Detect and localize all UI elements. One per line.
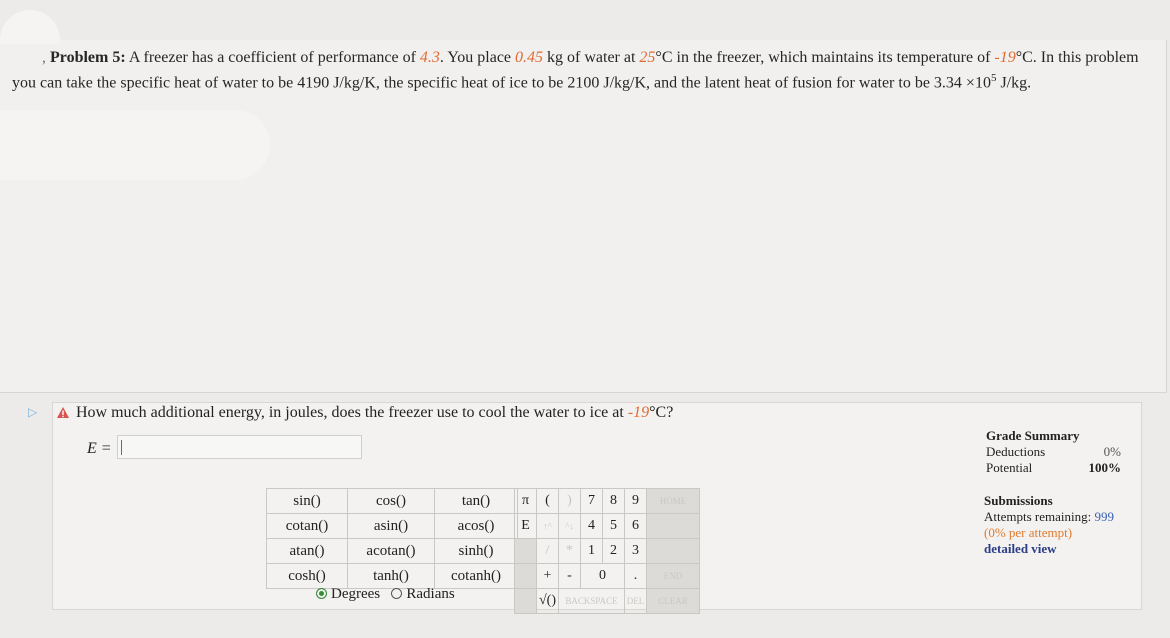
acotan-button[interactable]: acotan()	[348, 539, 435, 564]
open-paren-key[interactable]: (	[537, 489, 559, 514]
degrees-radio[interactable]	[316, 588, 327, 599]
decimal-key[interactable]: .	[625, 564, 647, 589]
question-temp: -19	[627, 404, 650, 421]
multiply-key[interactable]: *	[559, 539, 581, 564]
right-arrow-key[interactable]	[647, 514, 700, 539]
close-paren-key[interactable]: )	[559, 489, 581, 514]
digit-2-key[interactable]: 2	[603, 539, 625, 564]
potential-value: 100%	[1088, 460, 1121, 475]
digit-3-key[interactable]: 3	[625, 539, 647, 564]
e-key[interactable]: E	[515, 514, 537, 539]
sinh-button[interactable]: sinh()	[435, 539, 518, 564]
acos-button[interactable]: acos()	[435, 514, 518, 539]
digit-9-key[interactable]: 9	[625, 489, 647, 514]
home-key[interactable]: HOME	[647, 489, 700, 514]
cos-button[interactable]: cos()	[348, 489, 435, 514]
warning-icon	[56, 406, 70, 419]
text-caret	[121, 440, 122, 455]
question-text: How much additional energy, in joules, does the freezer use to cool the water to ice at -19°C?	[76, 404, 674, 421]
submissions-title: Submissions	[984, 493, 1053, 508]
submissions-panel: Submissions Attempts remaining: 999 (0% per attempt) detailed view	[984, 493, 1114, 556]
tan-button[interactable]: tan()	[435, 489, 518, 514]
deductions-value: 0%	[1103, 444, 1121, 459]
backspace-key[interactable]: BACKSPACE	[559, 589, 625, 614]
end-key[interactable]: END	[647, 564, 700, 589]
cop-value: 4.3	[419, 49, 440, 66]
answer-input[interactable]	[117, 435, 362, 459]
digit-1-key[interactable]: 1	[581, 539, 603, 564]
digit-0-key[interactable]: 0	[581, 564, 625, 589]
down-caret-key[interactable]: ^↓	[559, 514, 581, 539]
atan-button[interactable]: atan()	[267, 539, 348, 564]
pi-key[interactable]: π	[515, 489, 537, 514]
asin-button[interactable]: asin()	[348, 514, 435, 539]
cosh-button[interactable]: cosh()	[267, 564, 348, 589]
cotan-button[interactable]: cotan()	[267, 514, 348, 539]
left-arrow-key[interactable]	[647, 539, 700, 564]
sqrt-key[interactable]: √()	[537, 589, 559, 614]
cotanh-button[interactable]: cotanh()	[435, 564, 518, 589]
up-caret-key[interactable]: ↑^	[537, 514, 559, 539]
per-attempt: (0% per attempt)	[984, 525, 1073, 540]
problem-statement: , Problem 5: A freezer has a coefficient of performance of 4.3. You place 0.45 kg of water at 25°C in the freezer, which maintains its temperature of -19°C. In this problem you can take the specific heat of water to be 4190 J/kg/K, the specific heat of ice to be 2100 J/kg/K, and the latent heat of fusion for water to be $3.34 \times 10^5$ J/kg.	[12, 49, 1139, 92]
problem-number: Problem 5:	[50, 49, 126, 66]
sin-button[interactable]: sin()	[267, 489, 348, 514]
grade-summary-title: Grade Summary	[986, 428, 1080, 443]
function-palette	[266, 488, 518, 589]
radians-label: Radians	[406, 586, 455, 602]
digit-6-key[interactable]: 6	[625, 514, 647, 539]
plus-key[interactable]: +	[537, 564, 559, 589]
digit-8-key[interactable]: 8	[603, 489, 625, 514]
attempts-remaining: 999	[1094, 509, 1114, 524]
clear-key[interactable]: CLEAR	[647, 589, 700, 614]
keypad	[514, 488, 700, 614]
minus-key[interactable]: -	[559, 564, 581, 589]
play-icon[interactable]: ▷	[28, 405, 38, 419]
digit-4-key[interactable]: 4	[581, 514, 603, 539]
divide-key[interactable]: /	[537, 539, 559, 564]
freezer-temp-value: -19	[994, 49, 1016, 66]
tanh-button[interactable]: tanh()	[348, 564, 435, 589]
digit-7-key[interactable]: 7	[581, 489, 603, 514]
grade-summary: Grade Summary Deductions 0% Potential 100%	[986, 428, 1121, 475]
detailed-view-link[interactable]: detailed view	[984, 541, 1057, 556]
digit-5-key[interactable]: 5	[603, 514, 625, 539]
del-key[interactable]: DEL	[625, 589, 647, 614]
radians-radio[interactable]	[391, 588, 402, 599]
initial-temp-value: 25	[639, 49, 656, 66]
answer-label: E =	[87, 440, 112, 457]
angle-mode-group	[316, 586, 455, 603]
degrees-label: Degrees	[331, 586, 381, 602]
mass-value: 0.45	[515, 49, 544, 66]
